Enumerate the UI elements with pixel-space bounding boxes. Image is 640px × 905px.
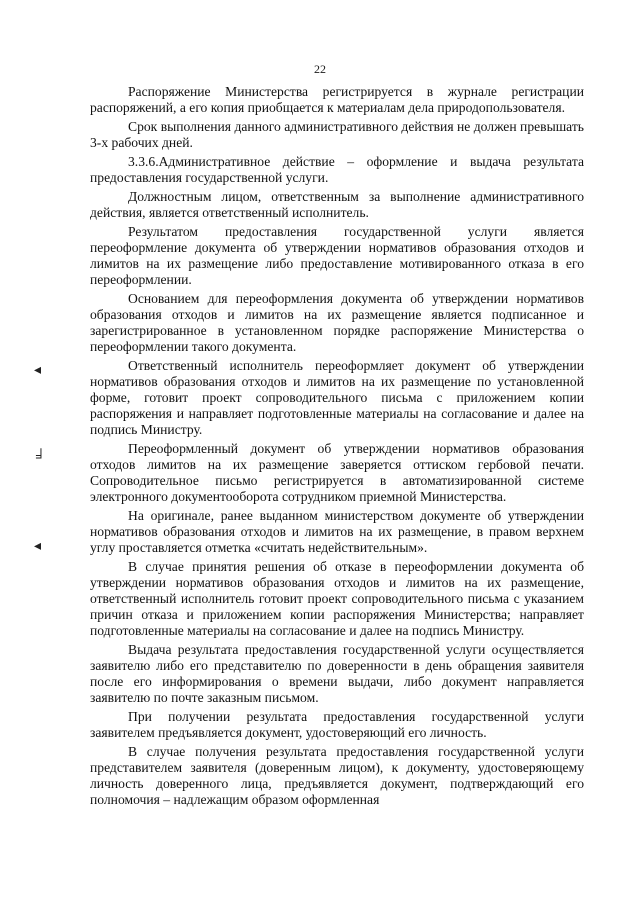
margin-mark: ◂ xyxy=(34,539,42,554)
paragraph: Ответственный исполнитель переоформляет документ об утверждении нормативов образования отходов и лимитов на их размещение по установленной форме, готовит проект сопроводительного письма с приложением копии распоряжения и направляет подготовленные материалы на согласование и далее на подпись Министру. xyxy=(90,358,584,437)
paragraph: Основанием для переоформления документа об утверждении нормативов образования отходов и лимитов на их размещение является подписанное и зарегистрированное в установленном порядке распоряжение Министерства о переоформлении такого документа. xyxy=(90,291,584,354)
margin-mark: ◂ xyxy=(34,363,42,378)
paragraph: На оригинале, ранее выданном министерством документе об утверждении нормативов образования отходов и лимитов на их размещение, в правом верхнем углу проставляется отметка «считать недействительным». xyxy=(90,508,584,555)
paragraph: Результатом предоставления государственной услуги является переоформление документа об утверждении нормативов образования отходов и лимитов на их размещение либо предоставление мотивированного отказа в его переоформлении. xyxy=(90,224,584,287)
paragraph: В случае принятия решения об отказе в переоформлении документа об утверждении нормативов образования отходов и лимитов на их размещение, ответственный исполнитель готовит проект сопроводительного письма с указанием причин отказа и приложением копии распоряжения Министерства; направляет подготовленные материалы на согласование и далее на подпись Министру. xyxy=(90,559,584,638)
paragraph: Выдача результата предоставления государственной услуги осуществляется заявителю либо его представителю по доверенности в день обращения заявителя после его информирования о времени выдачи, либо документ направляется заявителю по почте заказным письмом. xyxy=(90,642,584,705)
page-number: 22 xyxy=(314,62,326,76)
paragraph: Срок выполнения данного административного действия не должен превышать 3-х рабочих дней. xyxy=(90,119,584,150)
paragraph: 3.3.6.Административное действие – оформление и выдача результата предоставления государственной услуги. xyxy=(90,154,584,185)
paragraph: Переоформленный документ об утверждении нормативов образования отходов лимитов на их размещение заверяется оттиском гербовой печати. Сопроводительное письмо регистрируется в автоматизированной системе электронного документооборота сотрудником приемной Министерства. xyxy=(90,441,584,504)
paragraph: Распоряжение Министерства регистрируется в журнале регистрации распоряжений, а его копия приобщается к материалам дела природопользователя. xyxy=(90,84,584,115)
document-body xyxy=(90,84,584,811)
paragraph: При получении результата предоставления государственной услуги заявителем предъявляется документ, удостоверяющий его личность. xyxy=(90,709,584,740)
paragraph: В случае получения результата предоставления государственной услуги представителем заявителя (доверенным лицом), к документу, удостоверяющему личность доверенного лица, предъявляется документ, подтверждающий его полномочия – надлежащим образом оформленная xyxy=(90,744,584,807)
paragraph: Должностным лицом, ответственным за выполнение административного действия, является ответственный исполнитель. xyxy=(90,189,584,220)
margin-mark: ╛ xyxy=(36,450,46,465)
